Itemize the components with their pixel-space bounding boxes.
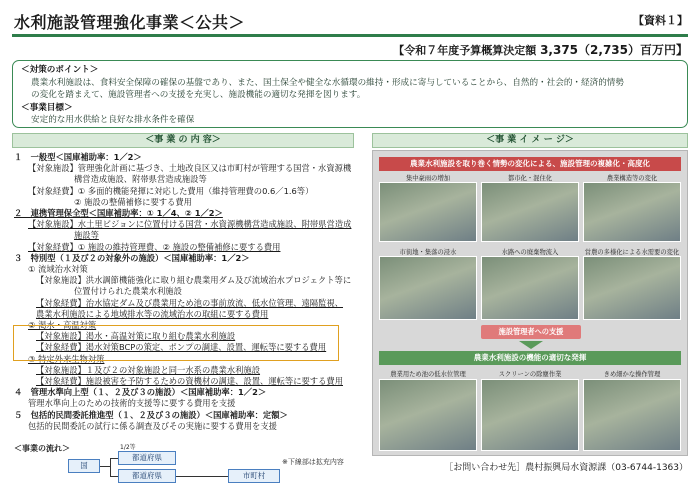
banner-circumstances: 農業水利施設を取り巻く情勢の変化による、施設管理の複雑化・高度化: [379, 157, 681, 171]
points-line: 農業水利施設は、食料安全保障の確保の基盤であり、また、国土保全や健全な水循環の維持・形成に寄与していることから、自然的・社会的・経済的情勢: [31, 77, 624, 88]
photo-pond-level: [379, 379, 477, 451]
photo-urban-flooding: [379, 256, 477, 320]
title-underline: [12, 34, 688, 37]
project-image-panel: [372, 150, 688, 456]
item-heading: ２ 連携管理保全型＜国庫補助率：① 1／4、② 1／2＞: [14, 208, 223, 219]
content-line: 農業水利施設による地域排水等の流域治水の取組に要する費用: [36, 308, 269, 319]
content-line: 構営造成施設、附帯県営造成施設等: [74, 174, 207, 185]
photo-caption: きめ細かな操作管理: [603, 371, 661, 378]
photo-urbanization: [481, 182, 579, 242]
content-line: 【対象経費】渇水対策BCPの策定、ポンプの調達、設置、運転等に要する費用: [36, 342, 327, 353]
image-section-header: ＜事 業 イ メ ー ジ＞: [372, 133, 688, 148]
photo-caption: 集中豪雨の増加: [405, 175, 451, 182]
item-heading: ５ 包括的民間委託推進型（１、２及び３の施設）＜国庫補助率：定額＞: [14, 409, 288, 420]
photo-caption: 市街地・集落の浸水: [399, 249, 457, 256]
content-section-header: ＜事 業 の 内 容＞: [12, 133, 354, 148]
business-flow: [14, 445, 314, 489]
content-line: 管理水準向上のための技術的支援等に要する費用を支援: [28, 398, 236, 409]
photo-farm-structure: [583, 182, 681, 242]
program-content: [14, 152, 360, 432]
footnote: ※下線部は拡充内容: [282, 458, 344, 466]
flow-connector: [176, 476, 228, 477]
content-line: 【対象経費】施設被害を予防するための資機材の調達、設置、運転等に要する費用: [36, 376, 343, 387]
content-line: 【対象経費】① 施設の維持管理費、② 施設の整備補修に要する費用: [28, 241, 281, 252]
content-line: 包括的民間委託の試行に係る調査及びその実施に要する費用を支援: [28, 420, 277, 431]
content-line: 【対象施設】１及び２の対象施設と同一水系の農業水利施設: [36, 364, 261, 375]
budget-label: 【令和７年度予算概算決定額: [393, 44, 537, 57]
photo-operation: [583, 379, 681, 451]
policy-points-box: [12, 60, 688, 128]
content-line: ② 施設の整備補修に要する費用: [74, 196, 192, 207]
item-heading: ３ 特別型（１及び２の対象外の施設）＜国庫補助率：1／2＞: [14, 252, 250, 263]
points-line: の変化を踏まえて、施設管理者への支援を充実し、施設機能の適切な発揮を図ります。: [31, 90, 366, 100]
content-line: 位置付けられた農業水利施設: [74, 286, 182, 297]
photo-waste-inflow: [481, 256, 579, 320]
drought-highlight-box: [13, 325, 339, 361]
content-line: 施設等: [74, 230, 99, 241]
content-line: 【対象施設】洪水調節機能強化に取り組む農業用ダム及び流域治水プロジェクト等に: [36, 275, 352, 286]
down-arrow-icon: [519, 341, 543, 349]
photo-caption: 営農の多様化による水需要の変化: [584, 249, 680, 256]
sub-item: ③ 特定外来生物対策: [28, 353, 105, 364]
photo-caption: スクリーンの除塵作業: [498, 371, 562, 378]
photo-water-demand: [583, 256, 681, 320]
flow-box-country: 国: [68, 459, 100, 473]
flow-connector: [110, 458, 111, 476]
budget-line: [393, 41, 688, 58]
document-tag: 【資料１】: [633, 14, 688, 27]
photo-caption: 農業構造等の変化: [606, 175, 658, 182]
goal-line: 安定的な用水供給と良好な排水条件を確保: [31, 115, 195, 125]
flow-box-city: 市町村: [228, 469, 280, 483]
content-line: 【対象施設】水土里ビジョンに位置付ける国営・水資源機構営造成施設、附帯県営造成: [28, 219, 352, 230]
points-heading: ＜対策のポイント＞: [21, 65, 99, 75]
sub-item: ② 渇水・高温対策: [28, 320, 97, 331]
goal-heading: ＜事業目標＞: [21, 102, 73, 113]
content-line: 【対象施設】渇水・高温対策に取り組む農業水利施設: [36, 331, 236, 342]
photo-heavy-rain: [379, 182, 477, 242]
item-heading: ４ 管理水準向上型（１、２及び３の施設）＜国庫補助率：1／2＞: [14, 387, 267, 398]
flow-box-prefecture: 都道府県: [118, 469, 176, 483]
content-line: 【対象経費】① 多面的機能発揮に対応した費用（維持管理費の0.6／1.6等）: [28, 185, 314, 196]
photo-screen-cleaning: [481, 379, 579, 451]
flow-connector: [100, 466, 110, 467]
sub-item: ① 流域治水対策: [28, 264, 88, 275]
photo-caption: 水路への廃棄物流入: [501, 249, 559, 256]
content-line: 【対象施設】管理強化計画に基づき、土地改良区又は市町村が管理する国営・水資源機: [28, 163, 352, 174]
flow-connector: [110, 458, 118, 459]
photo-caption: 農業用ため池の低水位管理: [390, 371, 466, 378]
photo-caption: 都市化・混住化: [507, 175, 553, 182]
contact-info: ［お問い合わせ先］農村振興局水資源課（03-6744-1363）: [444, 463, 688, 473]
support-tab: 施設管理者への支援: [481, 325, 581, 339]
content-line: 【対象経費】治水協定ダム及び農業用ため池の事前放流、低水位管理、遠隔監視、: [36, 297, 343, 308]
flow-box-prefecture: 都道府県: [118, 451, 176, 465]
page-title: 水利施設管理強化事業＜公共＞: [14, 13, 246, 32]
flow-label: ＜事業の流れ＞: [14, 444, 70, 453]
flow-connector: [110, 476, 118, 477]
item-heading: １ 一般型＜国庫補助率：1／2＞: [14, 152, 142, 162]
banner-function: 農業水利施設の機能の適切な発揮: [379, 351, 681, 365]
budget-amount: 3,375（2,735）百万円】: [540, 43, 688, 57]
flow-ratio: 1/2等: [120, 444, 136, 451]
